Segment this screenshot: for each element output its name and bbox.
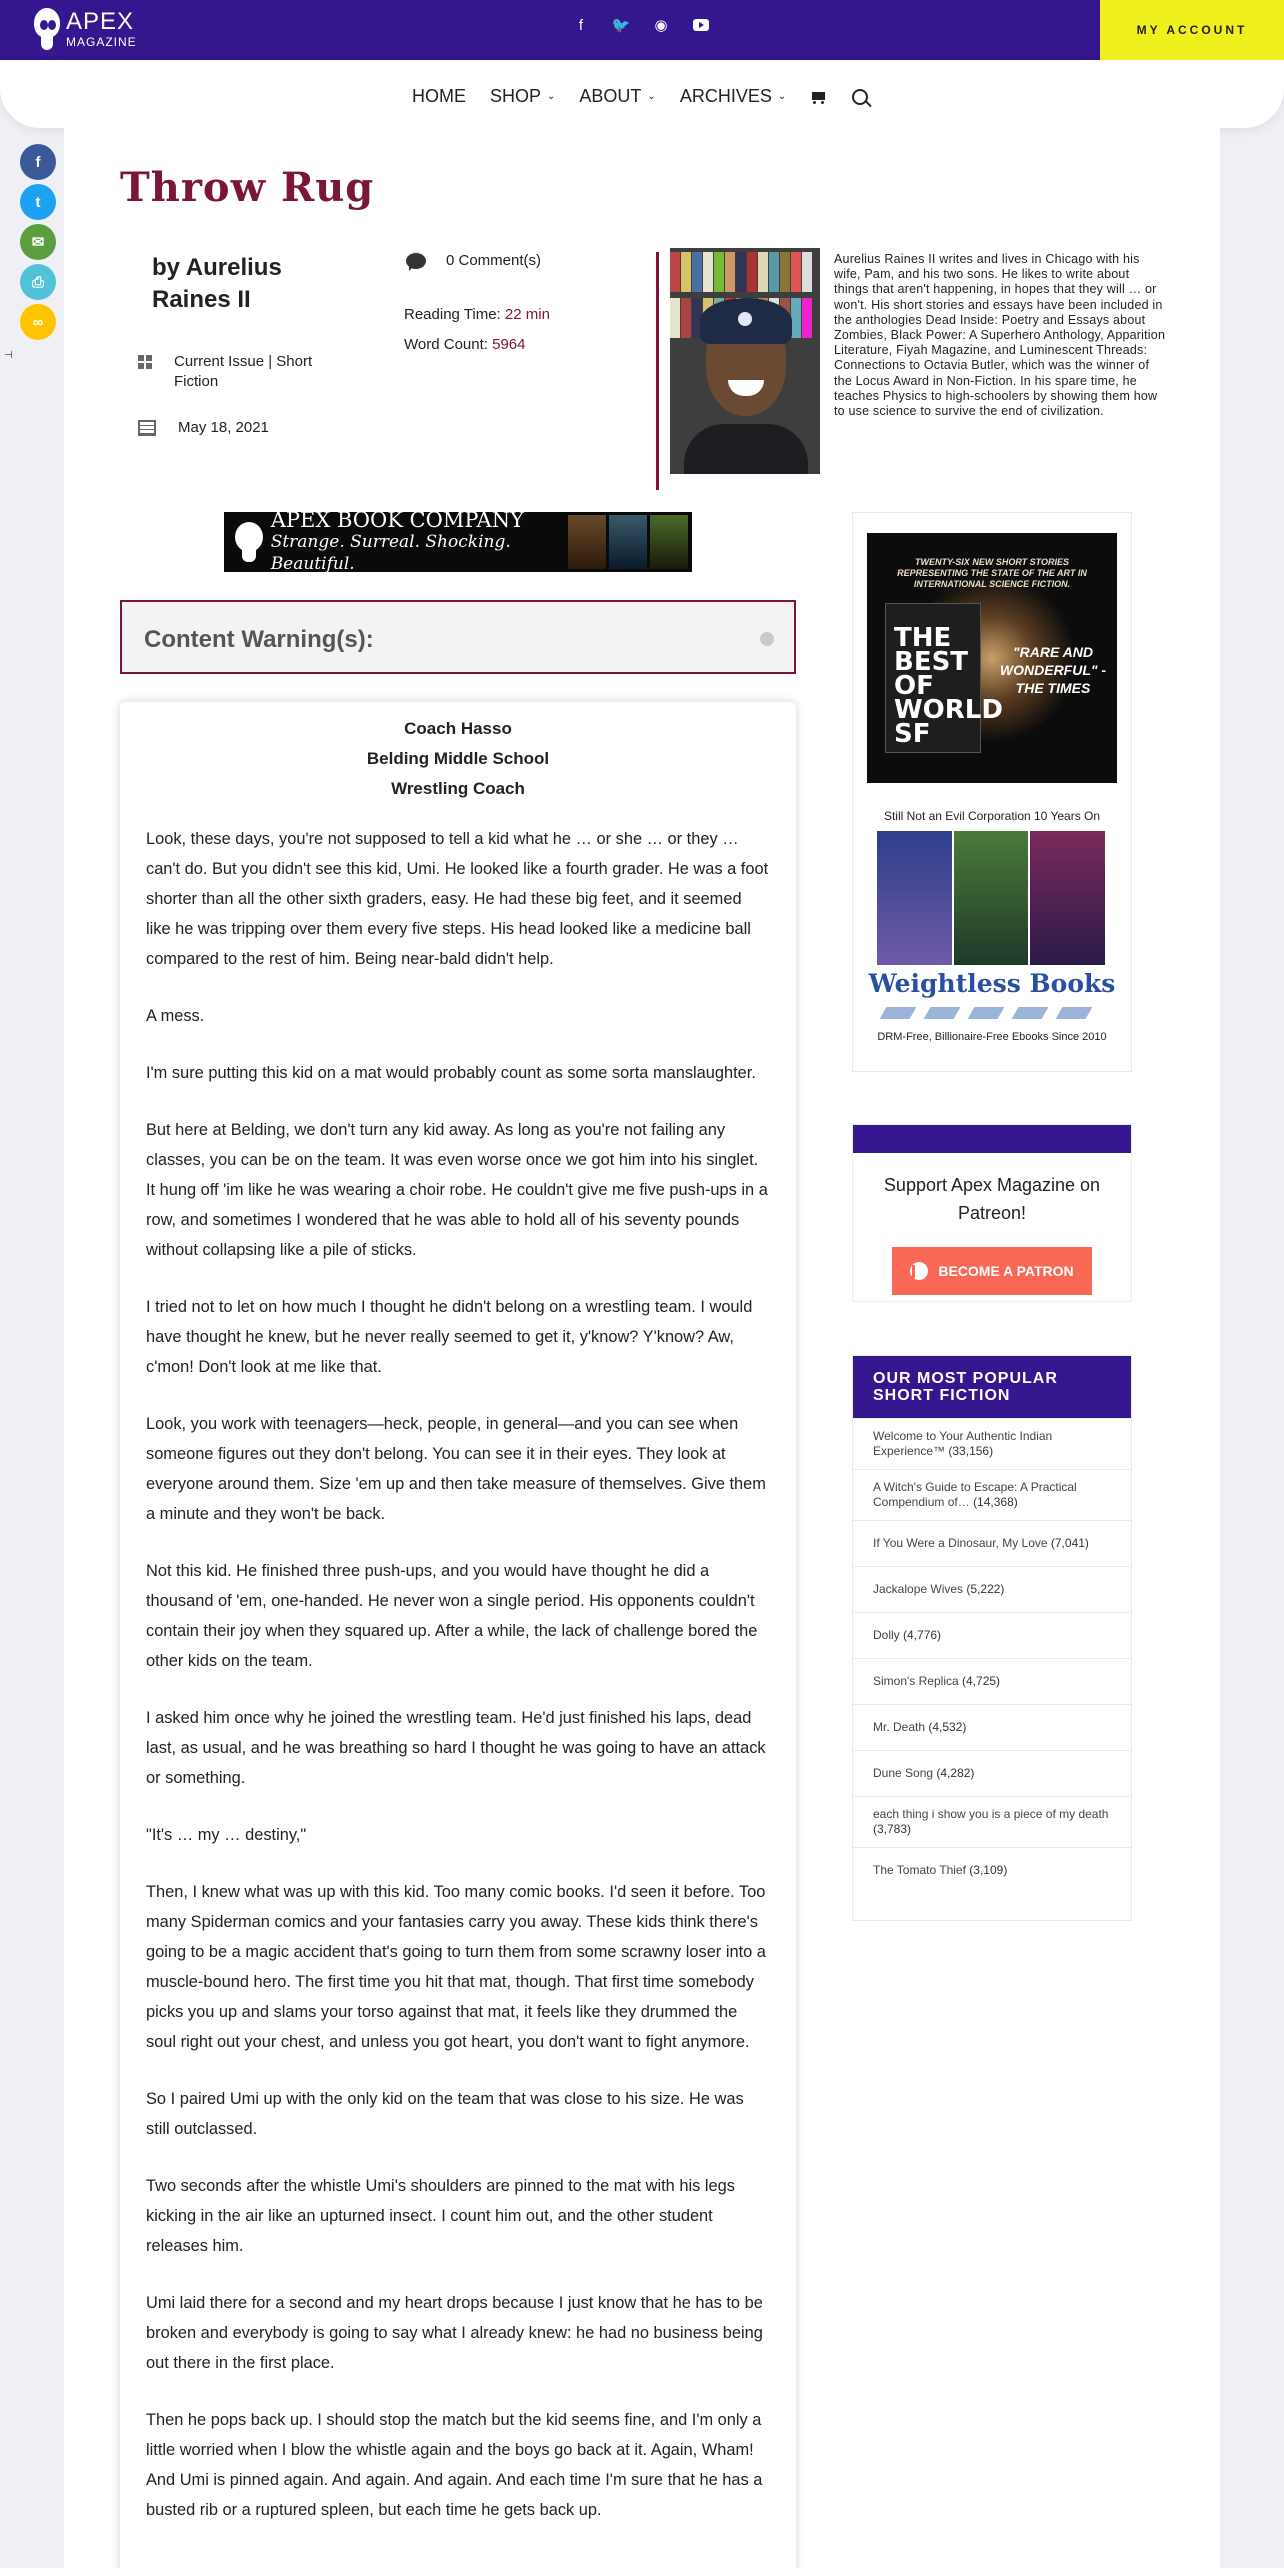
ad-line-1: APEX BOOK COMPANY: [270, 508, 524, 532]
page-title: Throw Rug: [120, 164, 375, 211]
facebook-share-icon[interactable]: f: [20, 144, 56, 180]
content-warning-label: Content Warning(s):: [144, 626, 374, 653]
nav-archives[interactable]: [680, 86, 786, 107]
author-photo: [670, 248, 820, 474]
book-cover: [650, 515, 688, 569]
list-item[interactable]: [853, 1469, 1131, 1520]
nav-home[interactable]: [412, 86, 466, 107]
magazine-cover: [877, 831, 952, 965]
facebook-icon[interactable]: f: [578, 16, 584, 34]
story-link[interactable]: If You Were a Dinosaur, My Love: [873, 1536, 1048, 1550]
popular-fiction-title: OUR MOST POPULAR SHORT FICTION: [853, 1356, 1131, 1418]
rss-icon[interactable]: ◉: [654, 17, 668, 34]
list-item[interactable]: [853, 1796, 1131, 1847]
best-of-world-sf-ad[interactable]: [867, 533, 1117, 783]
main-nav-bar: [0, 60, 1284, 128]
logo-text: APEX: [66, 8, 135, 35]
content-warning-toggle[interactable]: [120, 600, 796, 674]
weightless-footer: DRM-Free, Billionaire-Free Ebooks Since 2010: [877, 1031, 1107, 1043]
word-count-value: 5964: [492, 336, 526, 353]
book-cover: [609, 515, 647, 569]
print-share-icon[interactable]: ⎙: [20, 264, 56, 300]
patreon-button-label: BECOME A PATRON: [938, 1263, 1074, 1279]
list-item[interactable]: [853, 1847, 1131, 1893]
story-heading: [120, 714, 796, 804]
story-link[interactable]: A Witch's Guide to Escape: A Practical Compendium of…: [873, 1480, 1077, 1509]
word-count-label: Word Count:: [404, 336, 488, 353]
patreon-widget: [852, 1124, 1132, 1302]
heading-line: Wrestling Coach: [391, 779, 525, 798]
reading-time-label: Reading Time:: [404, 306, 501, 323]
story-link[interactable]: The Tomato Thief: [873, 1863, 966, 1877]
my-account-button[interactable]: MY ACCOUNT: [1100, 0, 1284, 60]
story-paragraph: I'm sure putting this kid on a mat would probably count as some sorta manslaughter.: [146, 1064, 756, 1082]
story-paragraph: I asked him once why he joined the wrestling team. He'd just finished his laps, dead last, as usual, and he was breathing so hard I thought he was going to have an attack or something.: [146, 1709, 766, 1787]
become-a-patron-button[interactable]: [892, 1247, 1092, 1295]
view-count: (3,783): [873, 1822, 912, 1836]
patreon-text: Support Apex Magazine on Patreon!: [883, 1175, 1101, 1223]
book-cover: [568, 515, 606, 569]
toggle-icon: [760, 632, 774, 646]
story-paragraph: Then, I knew what was up with this kid. Too many comic books. I'd seen it before. Too many Spiderman comics and your fantasies carry you away. These kids think there's going to be a magic accident that's going to turn them from some scrawny loser into a muscle-bound hero. The first time you hit that mat, though. That first time somebody picks you up and slams your torso against that mat, it feels like they drummed the soul right out your chest, and unless you got heart, you don't want to fight anymore.: [146, 1883, 766, 2051]
view-count: (4,776): [903, 1628, 942, 1642]
nav-about-label: ABOUT: [579, 86, 642, 106]
weightless-books-logo[interactable]: Weightless Books: [868, 969, 1116, 998]
story-link[interactable]: Welcome to Your Authentic Indian Experience™: [873, 1429, 1053, 1458]
author-cap: [700, 298, 792, 344]
chevron-down-icon: ⌄: [547, 91, 556, 102]
sf-quote: "RARE AND WONDERFUL" - THE TIMES: [999, 644, 1107, 696]
story-paragraph: "It's … my … destiny,": [146, 1826, 307, 1844]
chevron-down-icon: ⌄: [647, 91, 656, 102]
category-icon: [138, 355, 152, 369]
comments-link[interactable]: [406, 252, 541, 269]
author-shirt: [684, 424, 808, 474]
hide-share-icon[interactable]: ⊣: [4, 350, 13, 361]
twitter-share-icon[interactable]: t: [20, 184, 56, 220]
story-text: [120, 824, 796, 2525]
weightless-header: Still Not an Evil Corporation 10 Years On: [883, 809, 1101, 823]
heading-line: Belding Middle School: [366, 749, 550, 768]
list-item[interactable]: [853, 1520, 1131, 1566]
category-meta: [138, 352, 334, 392]
story-paragraph: Look, you work with teenagers—heck, people, in general—and you can see when someone figures out they don't belong. You can see it in their eyes. They look at everyone around them. Size 'em up and then take measure of themselves. Give them a minute and they won't be back.: [146, 1415, 766, 1523]
view-count: (4,725): [962, 1674, 1001, 1688]
view-count: (5,222): [966, 1582, 1005, 1596]
list-item[interactable]: [853, 1750, 1131, 1796]
magazine-cover: [954, 831, 1029, 965]
nav-shop-label: SHOP: [490, 86, 542, 106]
list-item[interactable]: [853, 1418, 1131, 1469]
magazine-cover: [1030, 831, 1105, 965]
nav-archives-label: ARCHIVES: [679, 86, 772, 106]
view-count: (33,156): [948, 1444, 994, 1458]
story-link[interactable]: Jackalope Wives: [873, 1582, 964, 1596]
apex-book-company-ad[interactable]: [224, 508, 692, 574]
social-links: [572, 16, 710, 34]
magazine-covers[interactable]: [877, 831, 1105, 965]
list-item[interactable]: [853, 1612, 1131, 1658]
comment-count: 0 Comment(s): [446, 252, 542, 269]
date-meta: [138, 418, 269, 438]
reading-time-row: [404, 300, 550, 330]
story-link[interactable]: Dolly: [873, 1628, 900, 1642]
main-nav: [412, 86, 868, 107]
weightless-books-graphic: [883, 1007, 1103, 1023]
sidebar-ads: [852, 512, 1132, 1072]
patreon-icon: [910, 1262, 928, 1280]
nav-about[interactable]: [579, 86, 655, 107]
bookshelf-row: [670, 252, 820, 296]
ad-book-covers: [568, 515, 688, 569]
story-link[interactable]: Mr. Death: [873, 1720, 926, 1734]
calendar-icon: [138, 420, 156, 436]
view-count: (4,282): [936, 1766, 975, 1780]
skull-logo-icon: [32, 6, 62, 52]
author-byline[interactable]: by Aurelius Raines II: [152, 254, 282, 313]
email-share-icon[interactable]: ✉: [20, 224, 56, 260]
apex-logo[interactable]: [32, 6, 137, 52]
widget-header-bar: [853, 1125, 1131, 1153]
story-paragraph: Look, these days, you're not supposed to tell a kid what he … or she … or they … can't do. But you didn't see this kid, Umi. He looked like a fourth grader. He was a foot shorter than all the other sixth graders, easy. He had these big feet, and it seemed like he was tripping over them every five steps. His head looked like a medicine ball compared to the rest of him. Being near-bald didn't help.: [146, 830, 769, 968]
view-count: (14,368): [973, 1495, 1018, 1509]
sf-tagline: TWENTY-SIX NEW SHORT STORIES REPRESENTING THE STATE OF THE ART IN INTERNATIONAL SCIENCE FICTION.: [897, 557, 1087, 589]
category-label[interactable]: Current Issue | Short Fiction: [174, 353, 313, 390]
story-paragraph: I tried not to let on how much I thought he didn't belong on a wrestling team. I would have thought he knew, but he never really seemed to get it, y'know? Y'know? Aw, c'mon! Don't look at me like that.: [146, 1298, 753, 1376]
youtube-icon[interactable]: [692, 16, 710, 34]
nav-home-label: HOME: [412, 86, 466, 106]
view-count: (3,109): [969, 1863, 1008, 1877]
popular-fiction-widget: [852, 1355, 1132, 1921]
publish-date: May 18, 2021: [178, 419, 269, 436]
cart-icon[interactable]: [810, 89, 828, 105]
list-item[interactable]: [853, 1704, 1131, 1750]
word-count-row: [404, 330, 550, 360]
story-paragraph: Then he pops back up. I should stop the match but the kid seems fine, and I'm only a little worried when I blow the whistle again and the boys go back at it. Again, Wham! And Umi is pinned again. And again. And again. And each time I'm sure that he has a busted rib or a ruptured spleen, but each time he gets back up.: [146, 2411, 763, 2519]
story-link[interactable]: each thing i show you is a piece of my death: [873, 1807, 1109, 1821]
comment-bubble-icon: [406, 253, 426, 269]
author-bio: Aurelius Raines II writes and lives in Chicago with his wife, Pam, and his two sons. He likes to write about things that aren't happening, in hopes that they will … or won't. His short stories and essays have been included in the anthologies Dead Inside: Poetry and Essays about Zombies, Black Power: A Superhero Anthology, Apparition Literature, Fiyah Magazine, and Luminescent Threads: Connections to Octavia Butler, which was the winner of the Locus Award in Non-Fiction. In his spare time, he teaches Physics to high-schoolers by showing them how to use science to survive the end of civilization.: [834, 252, 1166, 419]
view-count: (4,532): [928, 1720, 967, 1734]
top-bar: [0, 0, 1284, 60]
list-item[interactable]: [853, 1658, 1131, 1704]
list-item[interactable]: [853, 1566, 1131, 1612]
story-link[interactable]: Dune Song: [873, 1766, 934, 1780]
reading-stats: [404, 300, 550, 360]
story-paragraph: A mess.: [146, 1007, 205, 1025]
nav-shop[interactable]: [490, 86, 555, 107]
story-paragraph: Not this kid. He finished three push-ups, and you would have thought he did a thousand of 'em, one-handed. He never won a single period. His opponents couldn't contain their joy when they squared up. After a while, the lack of challenge bored the other kids on the team.: [146, 1562, 758, 1670]
search-icon[interactable]: [852, 89, 868, 105]
story-link[interactable]: Simon's Replica: [873, 1674, 959, 1688]
story-paragraph: So I paired Umi up with the only kid on the team that was close to his size. He was still outclassed.: [146, 2090, 744, 2138]
skull-icon: [232, 518, 263, 566]
chevron-down-icon: ⌄: [777, 91, 787, 102]
story-paragraph: Umi laid there for a second and my heart drops because I just know that he has to be broken and everybody is going to say what I already knew: he had no business being out there in the first place.: [146, 2294, 763, 2372]
heading-line: Coach Hasso: [404, 719, 512, 738]
bio-divider: [656, 252, 659, 490]
twitter-icon[interactable]: 🐦: [611, 17, 631, 34]
link-share-icon[interactable]: ∞: [20, 304, 56, 340]
story-body: [120, 702, 796, 2568]
story-paragraph: Two seconds after the whistle Umi's shoulders are pinned to the mat with his legs kicking in the air like an upturned insect. I count him out, and the other student releases him.: [146, 2177, 735, 2255]
story-paragraph: But here at Belding, we don't turn any kid away. As long as you're not failing any classes, you can be on the team. It was even worse once we got him into his singlet. It hung off 'im like he was wearing a choir robe. He couldn't give me five push-ups in a row, and sometimes I wondered that he was able to hold all of his seventy pounds without collapsing like a pile of sticks.: [146, 1121, 768, 1259]
reading-time-value: 22 min: [504, 306, 550, 323]
share-bar: [20, 144, 56, 340]
logo-subtext: MAGAZINE: [66, 35, 137, 49]
sf-book-title: THE BEST OF WORLD SF: [894, 623, 1003, 749]
sf-book-cover: [885, 603, 1003, 753]
view-count: (7,041): [1050, 1536, 1089, 1550]
ad-line-2: Strange. Surreal. Shocking. Beautiful.: [270, 532, 511, 574]
